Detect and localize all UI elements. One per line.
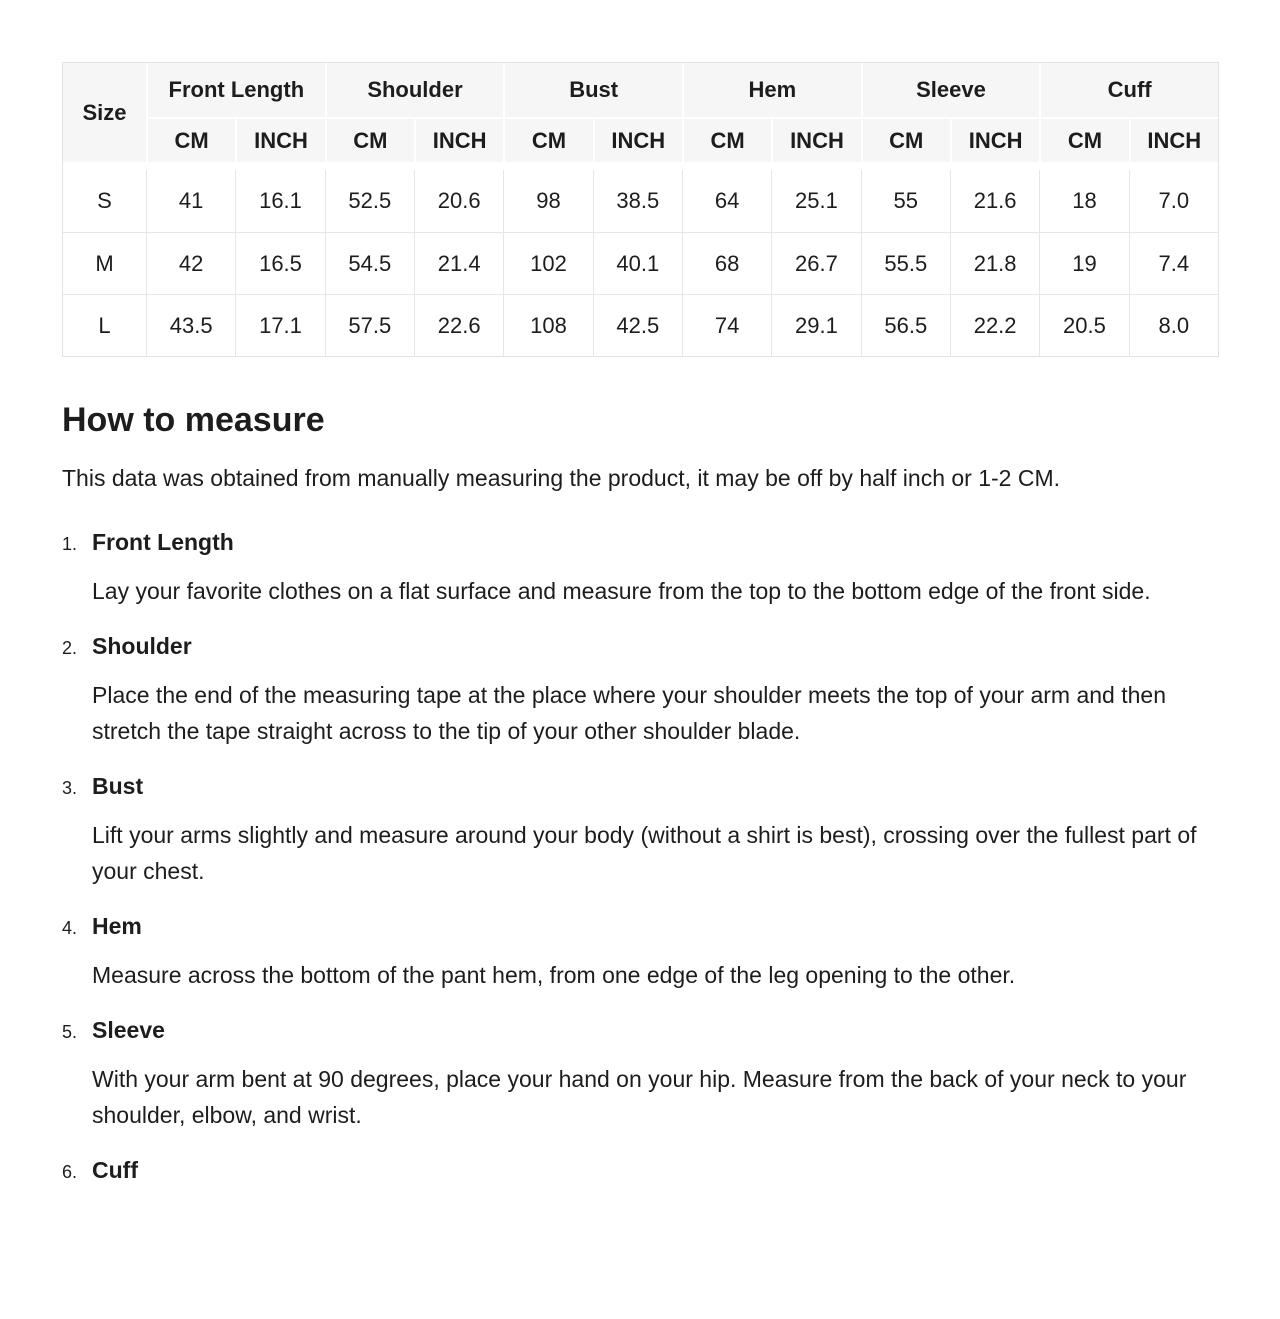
value-cell: 74: [682, 294, 771, 356]
value-cell: 7.0: [1129, 170, 1218, 232]
value-cell: 55: [861, 170, 950, 232]
step-description: Measure across the bottom of the pant hem, from one edge of the leg opening to the other.: [92, 962, 1016, 988]
step-title: Front Length: [92, 529, 234, 555]
value-cell: 22.2: [950, 294, 1039, 356]
step-title: Hem: [92, 913, 142, 939]
unit-header-inch: INCH: [414, 119, 503, 170]
measure-step-hem: [62, 912, 1219, 993]
unit-header-inch: INCH: [950, 119, 1039, 170]
unit-header-inch: INCH: [593, 119, 682, 170]
value-cell: 57.5: [325, 294, 414, 356]
step-number: 3.: [62, 778, 78, 798]
group-header-sleeve: Sleeve: [861, 63, 1040, 119]
value-cell: 25.1: [771, 170, 860, 232]
value-cell: 41: [146, 170, 235, 232]
step-title: Bust: [92, 773, 144, 799]
value-cell: 20.6: [414, 170, 503, 232]
step-title: Sleeve: [92, 1017, 165, 1043]
value-cell: 26.7: [771, 232, 860, 294]
step-description: With your arm bent at 90 degrees, place your hand on your hip. Measure from the back of your neck to your shoulder, elbow, and wrist.: [92, 1066, 1187, 1128]
step-description: Lift your arms slightly and measure around your body (without a shirt is best), crossing over the fullest part of your chest.: [92, 822, 1197, 884]
step-description: Place the end of the measuring tape at the place where your shoulder meets the top of your arm and then stretch the tape straight across to the tip of your other shoulder blade.: [92, 682, 1166, 744]
value-cell: 19: [1039, 232, 1128, 294]
step-description: Lay your favorite clothes on a flat surface and measure from the top to the bottom edge of the front side.: [92, 578, 1151, 604]
unit-header-inch: INCH: [1129, 119, 1218, 170]
step-title: Shoulder: [92, 633, 192, 659]
value-cell: 29.1: [771, 294, 860, 356]
measure-step-bust: [62, 772, 1219, 889]
unit-header-cm: CM: [146, 119, 235, 170]
group-header-front-length: Front Length: [146, 63, 325, 119]
value-cell: 22.6: [414, 294, 503, 356]
unit-header-cm: CM: [1039, 119, 1128, 170]
size-label: L: [63, 294, 146, 356]
value-cell: 68: [682, 232, 771, 294]
step-number: 6.: [62, 1162, 78, 1182]
value-cell: 20.5: [1039, 294, 1128, 356]
value-cell: 52.5: [325, 170, 414, 232]
step-number: 1.: [62, 534, 78, 554]
value-cell: 40.1: [593, 232, 682, 294]
size-label: M: [63, 232, 146, 294]
size-chart-group-header-row: [63, 63, 1218, 119]
value-cell: 56.5: [861, 294, 950, 356]
group-header-hem: Hem: [682, 63, 861, 119]
value-cell: 55.5: [861, 232, 950, 294]
value-cell: 18: [1039, 170, 1128, 232]
step-title: Cuff: [92, 1157, 138, 1183]
value-cell: 42: [146, 232, 235, 294]
how-to-measure-title: How to measure: [62, 401, 325, 439]
measure-step-shoulder: [62, 632, 1219, 749]
size-row-s: [63, 170, 1218, 232]
step-number: 2.: [62, 638, 78, 658]
value-cell: 43.5: [146, 294, 235, 356]
group-header-bust: Bust: [503, 63, 682, 119]
size-chart-table: [63, 63, 1218, 356]
measure-disclaimer: This data was obtained from manually measuring the product, it may be off by half inch or 1-2 CM.: [62, 465, 1061, 491]
size-chart-units-header-row: [63, 119, 1218, 170]
unit-header-inch: INCH: [235, 119, 324, 170]
value-cell: 38.5: [593, 170, 682, 232]
value-cell: 54.5: [325, 232, 414, 294]
value-cell: 16.1: [235, 170, 324, 232]
value-cell: 98: [503, 170, 592, 232]
value-cell: 64: [682, 170, 771, 232]
size-row-l: [63, 294, 1218, 356]
unit-header-cm: CM: [682, 119, 771, 170]
value-cell: 16.5: [235, 232, 324, 294]
value-cell: 21.4: [414, 232, 503, 294]
size-column-header: Size: [63, 63, 146, 170]
size-label: S: [63, 170, 146, 232]
value-cell: 108: [503, 294, 592, 356]
value-cell: 102: [503, 232, 592, 294]
value-cell: 21.6: [950, 170, 1039, 232]
value-cell: 7.4: [1129, 232, 1218, 294]
value-cell: 21.8: [950, 232, 1039, 294]
unit-header-inch: INCH: [771, 119, 860, 170]
unit-header-cm: CM: [325, 119, 414, 170]
measure-steps-list: [62, 528, 1219, 1186]
measure-step-sleeve: [62, 1016, 1219, 1133]
step-number: 4.: [62, 918, 78, 938]
unit-header-cm: CM: [861, 119, 950, 170]
value-cell: 17.1: [235, 294, 324, 356]
step-number: 5.: [62, 1022, 78, 1042]
size-chart: [62, 62, 1219, 357]
measure-step-front-length: [62, 528, 1219, 609]
size-row-m: [63, 232, 1218, 294]
group-header-cuff: Cuff: [1039, 63, 1218, 119]
value-cell: 8.0: [1129, 294, 1218, 356]
unit-header-cm: CM: [503, 119, 592, 170]
measure-step-cuff: [62, 1156, 1219, 1186]
group-header-shoulder: Shoulder: [325, 63, 504, 119]
value-cell: 42.5: [593, 294, 682, 356]
